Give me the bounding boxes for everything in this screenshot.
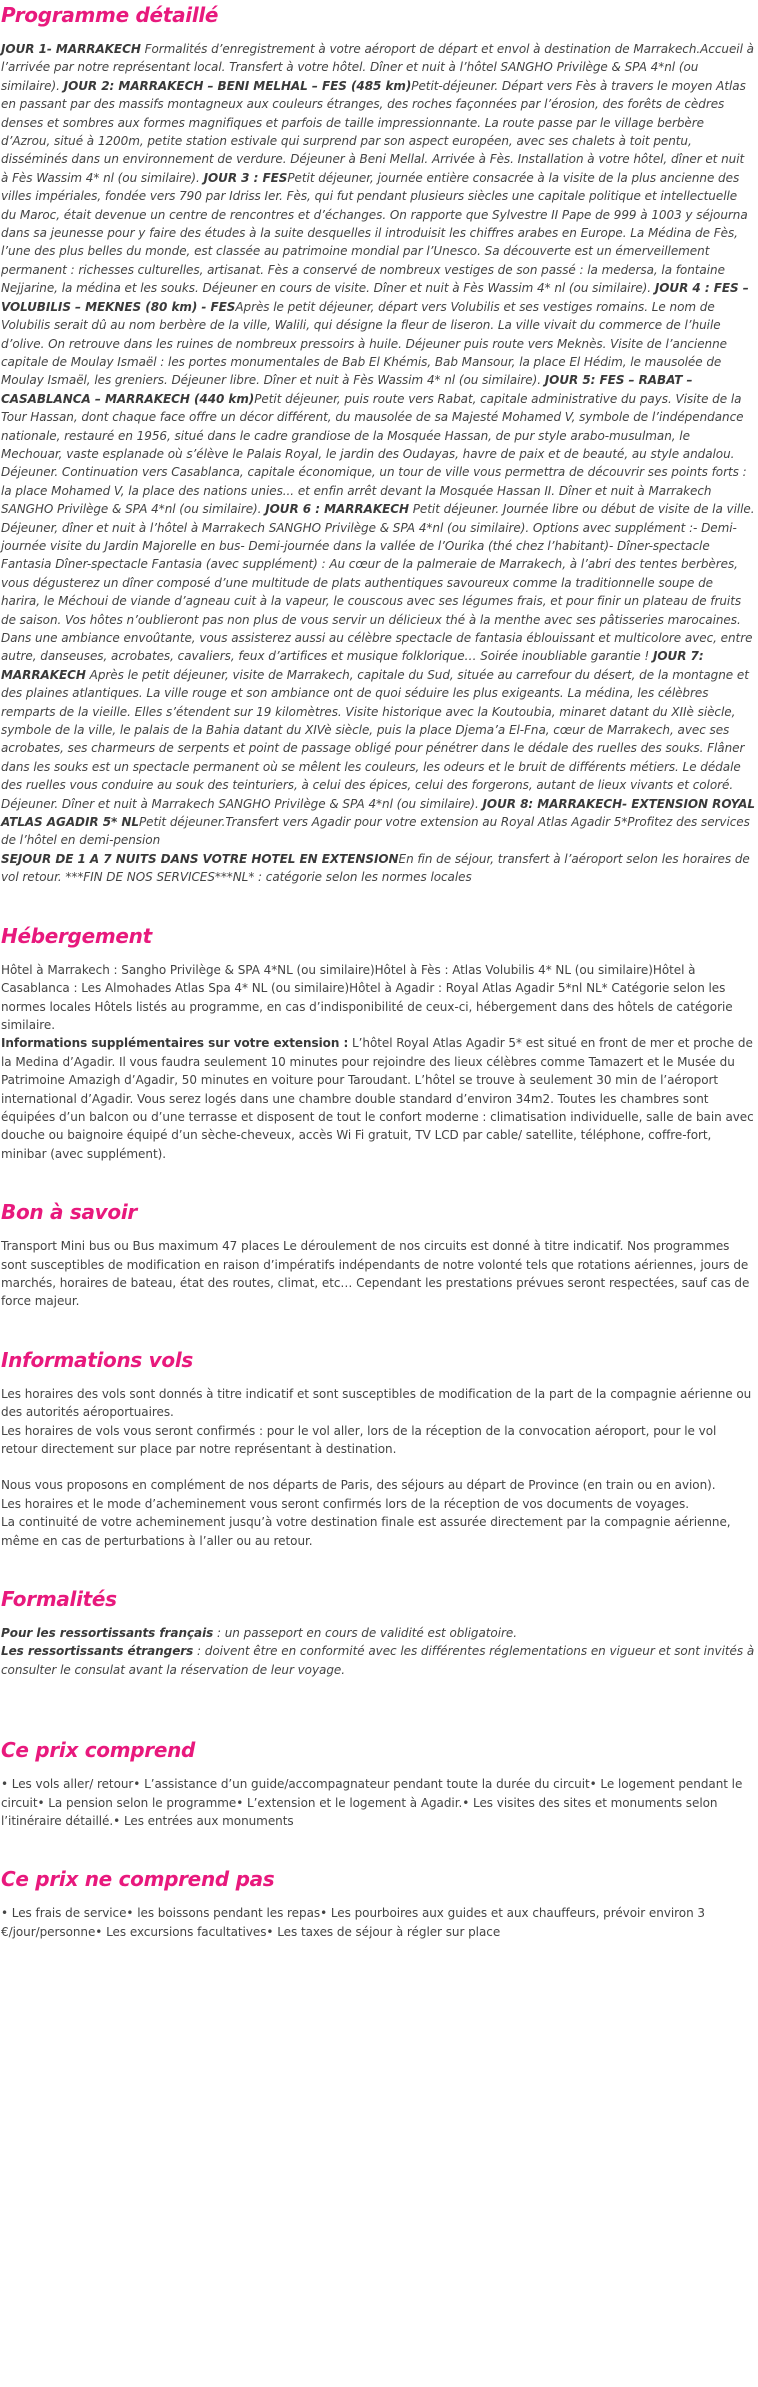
extension-title: SEJOUR DE 1 A 7 NUITS DANS VOTRE HOTEL EN EXTENSION (1, 851, 399, 866)
ne-comprend-pas-text: • Les frais de service• les boissons pendant les repas• Les pourboires aux guides et aux chauffeurs, prévoir environ 3 €/jour/personne• Les excursions facultatives• Les taxes de séjour à régler sur place (1, 1906, 705, 1939)
francais-label: Pour les ressortissants français (1, 1626, 214, 1641)
day-7-title: JOUR 7: MARRAKECH (1, 649, 704, 682)
francais-text: : un passeport en cours de validité est obligatoire. (213, 1626, 517, 1641)
day-1-title: JOUR 1- MARRAKECH (1, 42, 141, 56)
day-8-title: JOUR 8: MARRAKECH- EXTENSION ROYAL ATLAS AGADIR 5* NL (1, 796, 755, 830)
section-title-bon-a-savoir: Bon à savoir (1, 1200, 137, 1225)
extension-info-label: Informations supplémentaires sur votre extension : (1, 1036, 349, 1051)
day-7-text: Après le petit déjeuner, visite de Marrakech, capitale du Sud, située au carrefour du désert, de la montagne et des plaines atlantiques. La ville rouge et son ambiance ont de quoi séduire les plus exigeants. La médina, les célèbres remparts de la vieille. Elles s’étendent sur 19 kilomètres. Visite historique avec la Koutoubia, minaret datant du XIIè siècle, symbole de la ville, le palais de la Bahia datant du XIVè siècle, puis la place Djema’a El-Fna, cœur de Marrakech, avec ses acrobates, ses charmeurs de serpents et point de passage obligé pour pénétrer dans le dédale des ruelles des souks. Flâner dans les souks est un spectacle permanent où se mêlent les couleurs, les odeurs et le bruit de différents métiers. Le dédale des ruelles vous conduire au souk des teinturiers, à celui des épices, celui des forgerons, autant de lieux vivants et coloré. Déjeuner. Dîner et nuit à Marrakech SANGHO Privilège & SPA 4*nl (ou similaire). (1, 667, 749, 811)
section-title-programme: Programme détaillé (1, 3, 219, 27)
vols-line-3: Nous vous proposons en complément de nos départs de Paris, des séjours au départ de Province (en train ou en avion). (1, 1478, 716, 1493)
section-title-ne-comprend-pas: Ce prix ne comprend pas (1, 1867, 275, 1892)
comprend-text: • Les vols aller/ retour• L’assistance d’un guide/accompagnateur pendant toute la durée du circuit• Le logement pendant le circuit• La pension selon le programme• L’extension et le logement à Agadir.• Les visites des sites et monuments selon l’itinéraire détaillé.• Les entrées aux monuments (1, 1777, 743, 1829)
section-formalites (1, 1586, 755, 1679)
etrangers-label: Les ressortissants étrangers (1, 1644, 194, 1659)
extension-text: En fin de séjour, transfert à l’aéroport selon les horaires de vol retour. ***FIN DE NOS SERVICES***NL* : catégorie selon les normes locales (1, 851, 750, 885)
vols-line-5: La continuité de votre acheminement jusqu’à votre destination finale est assurée directement par la compagnie aérienne, même en cas de perturbations à l’aller ou au retour. (1, 1515, 731, 1548)
day-6-text: Petit déjeuner. Journée libre ou début de visite de la ville. Déjeuner, dîner et nuit à l’hôtel à Marrakech SANGHO Privilège & SPA 4*nl (ou similaire). Options avec supplément :- Demi-journée visite du Jardin Majorelle en bus- Demi-journée dans la vallée de l’Ourika (thé chez l’habitant)- Dîner-spectacle Fantasia Dîner-spectacle Fantasia (avec supplément) : Au cœur de la palmeraie de Marrakech, à l’abri des tentes berbères, vous dégusterez un dîner composé d’une multitude de plats authentiques savoureux comme la traditionnelle soupe de harira, le Méchoui de viande d’agneau cuit à la vapeur, le couscous avec ses légumes frais, et pour finir un plateau de fruits de saison. Vos hôtes n’oublieront pas non plus de vous servir un délicieux thé à la menthe avec ses pâtisseries marocaines. Dans une ambiance envoûtante, vous assisterez aussi au célèbre spectacle de fantasia éblouissant et multicolore avec, entre autre, danseuses, acrobates, cavaliers, feux d’artifices et musique folklorique… Soirée inoubliable garantie ! (1, 502, 755, 664)
page (0, 2, 758, 1941)
section-informations-vols (1, 1347, 755, 1550)
hebergement-hotels: Hôtel à Marrakech : Sangho Privilège & SPA 4*NL (ou similaire)Hôtel à Fès : Atlas Volubilis 4* NL (ou similaire)Hôtel à Casablanca : Les Almohades Atlas Spa 4* NL (ou similaire)Hôtel à Agadir : Royal Atlas Agadir 5*nl NL* Catégorie selon les normes locales Hôtels listés au programme, en cas d’indisponibilité de ceux-ci, hébergement dans des hôtels de catégorie similaire. (1, 962, 733, 1032)
section-title-comprend: Ce prix comprend (1, 1738, 196, 1763)
day-2-title: JOUR 2: MARRAKECH – BENI MELHAL – FES (485 km) (63, 78, 412, 93)
day-3-text: Petit déjeuner, journée entière consacrée à la visite de la plus ancienne des villes impériales, fondée vers 790 par Idriss Ier. Fès, qui fut pendant plusieurs siècles une capitale politique et intellectuelle du Maroc, était devenue un centre de rencontres et d’échanges. On rapporte que Sylvestre II Pape de 999 à 1003 y séjourna dans sa jeunesse pour y faire des études à la suite desquelles il introduisit les chiffres arabes en Europe. La Médina de Fès, l’une des plus belles du monde, est classée au patrimoine mondial par l’Unesco. Sa découverte est un émerveillement permanent : richesses culturelles, artisanat. Fès a conservé de nombreux vestiges de son passé : la medersa, la fontaine Nejjarine, la médina et les souks. Déjeuner en cours de visite. Dîner et nuit à Fès Wassim 4* nl (ou similaire). (1, 170, 748, 296)
section-prix-ne-comprend-pas (1, 1866, 755, 1941)
section-title-formalites: Formalités (1, 1587, 117, 1612)
section-prix-comprend (1, 1737, 755, 1830)
programme-text (1, 40, 755, 887)
vols-line-2: Les horaires de vols vous seront confirmés : pour le vol aller, lors de la réception de la convocation aéroport, pour le vol retour directement sur place par notre représentant à destination. (1, 1423, 717, 1456)
vols-spacer (1, 1458, 755, 1476)
day-4-text: Après le petit déjeuner, départ vers Volubilis et ses vestiges romains. Le nom de Volubilis serait dû au nom berbère de la ville, Walili, qui désigne la fleur de liseron. La ville vivait du commerce de l’huile d’olive. On retrouve dans les ruines de nombreux pressoirs à huile. Déjeuner puis route vers Meknès. Visite de l’ancienne capitale de Moulay Ismaël : les portes monumentales de Bab El Khémis, Bab Mansour, la place El Hédim, le mausolée de Moulay Ismaël, les greniers. Déjeuner libre. Dîner et nuit à Fès Wassim 4* nl (ou similaire). (1, 299, 727, 388)
extension-info-text: L’hôtel Royal Atlas Agadir 5* est situé en front de mer et proche de la Medina d’Agadir. Il vous faudra seulement 10 minutes pour rejoindre des lieux célèbres comme Tamazert et le Musée du Patrimoine Amazigh d’Agadir, 50 minutes en voiture pour Taroudant. L’hôtel se trouve à seulement 30 min de l’aéroport international d’Agadir. Vous serez logés dans une chambre double standard d’environ 34m2. Toutes les chambres sont équipées d’un balcon ou d’une terrasse et disposent de tout le confort moderne : climatisation individuelle, salle de bain avec douche ou baignoire équipé d’un sèche-cheveux, accès Wi Fi gratuit, TV LCD par cable/ satellite, téléphone, coffre-fort, minibar (avec supplément). (1, 1036, 754, 1161)
formalites-francais (1, 1624, 755, 1642)
day-2-text: Petit-déjeuner. Départ vers Fès à travers le moyen Atlas en passant par des massifs montagneux aux couleurs étranges, des roches façonnées par l’érosion, des forêts de cèdres denses et sombres aux formes magnifiques et parfois de taille impressionnante. La route passe par le village berbère d’Azrou, situé à 1200m, petite station estivale qui surprend par son aspect européen, avec ses chalets à toit pentu, disséminés dans un environnement de verdure. Déjeuner à Beni Mellal. Arrivée à Fès. Installation à votre hôtel, dîner et nuit à Fès Wassim 4* nl (ou similaire). (1, 78, 746, 185)
bon-a-savoir-text: Transport Mini bus ou Bus maximum 47 places Le déroulement de nos circuits est donné à titre indicatif. Nos programmes sont susceptibles de modification en raison d’impératifs indépendants de notre volonté tels que rotations aériennes, jours de marchés, horaires de bateau, état des routes, climat, etc… Cependant les prestations prévues seront respectées, sauf cas de force majeur. (1, 1239, 750, 1309)
vols-line-4: Les horaires et le mode d’acheminement vous seront confirmés lors de la réception de vos documents de voyages. (1, 1496, 689, 1511)
day-1-text: Formalités d’enregistrement à votre aéroport de départ et envol à destination de Marrakech.Accueil à l’arrivée par notre représentant local. Transfert à votre hôtel. Dîner et nuit à l’hôtel SANGHO Privilège & SPA 4*nl (ou similaire). (1, 42, 754, 93)
day-6-title: JOUR 6 : MARRAKECH (265, 502, 409, 517)
section-bon-a-savoir (1, 1199, 755, 1311)
day-4-title: JOUR 4 : FES – VOLUBILIS – MEKNES (80 km) - FES (1, 281, 749, 314)
formalites-etrangers (1, 1642, 755, 1679)
day-5-text: Petit déjeuner, puis route vers Rabat, capitale administrative du pays. Visite de la Tour Hassan, dont chaque face offre un décor différent, du mausolée de sa Majesté Mohamed V, symbole de l’indépendance nationale, restauré en 1956, situé dans le cadre grandiose de la Mosquée Hassan, de pur style arabo-musulman, le Mechouar, vaste esplanade où s’élève le Palais Royal, le jardin des Oudayas, havre de paix et de beauté, au style andalou. Déjeuner. Continuation vers Casablanca, capitale économique, un tour de ville vous permettra de découvrir ses points forts : la place Mohamed V, la place des nations unies... et enfin arrêt devant la Mosquée Hassan II. Dîner et nuit à Marrakech SANGHO Privilège & SPA 4*nl (ou similaire). (1, 391, 747, 517)
section-title-hebergement: Hébergement (1, 923, 152, 948)
section-hebergement (1, 923, 755, 1163)
section-programme (1, 2, 755, 887)
day-3-title: JOUR 3 : FES (203, 170, 288, 185)
section-title-vols: Informations vols (1, 1347, 194, 1372)
hebergement-extension (1, 1034, 755, 1163)
vols-line-1: Les horaires des vols sont donnés à titre indicatif et sont susceptibles de modification de la part de la compagnie aérienne ou des autorités aéroportuaires. (1, 1386, 752, 1420)
day-8-text: Petit déjeuner.Transfert vers Agadir pour votre extension au Royal Atlas Agadir 5*Profitez des services de l’hôtel en demi-pension (1, 815, 750, 848)
etrangers-text: : doivent être en conformité avec les différentes réglementations en vigueur et sont invités à consulter le consulat avant la réservation de leur voyage. (1, 1644, 755, 1677)
day-5-title: JOUR 5: FES – RABAT – CASABLANCA – MARRAKECH (440 km) (1, 373, 693, 406)
